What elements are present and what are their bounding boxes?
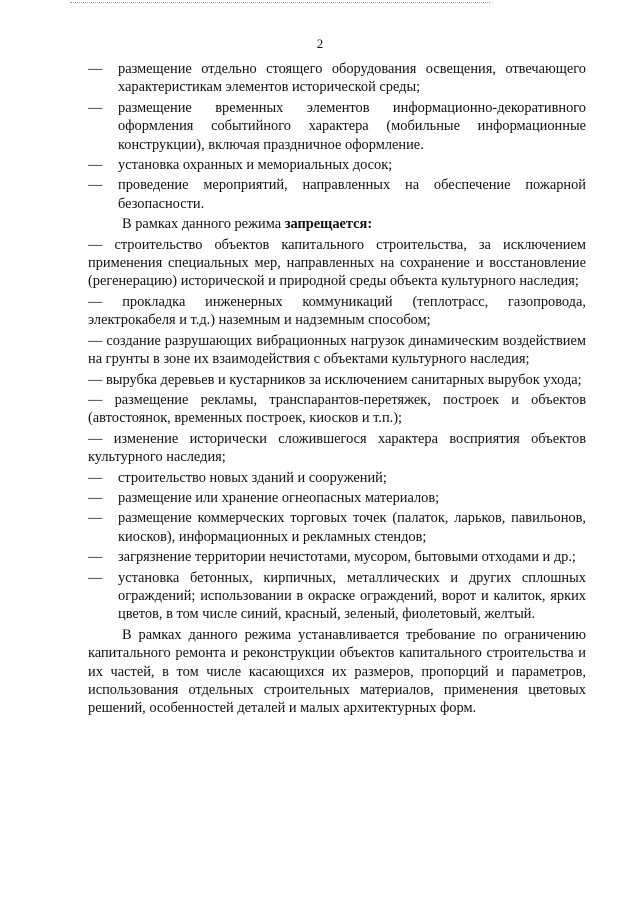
prohibited-item-new-buildings (88, 469, 586, 487)
document-body (88, 60, 586, 718)
list-item-fire-safety (88, 176, 586, 213)
list-dash: — (88, 177, 103, 194)
list-item-decorative (88, 99, 586, 154)
list-item-text: размещение отдельно стоящего оборудования освещения, отвечающего характеристикам элементов исторической среды; (118, 61, 586, 96)
scan-top-edge-line (70, 2, 490, 4)
prohibited-item-vibration: — создание разрушающих вибрационных нагрузок динамическим воздействием на грунты в зоне их взаимодействия с объектами культурного наследия; (88, 332, 586, 368)
prohibited-item-pollution (88, 548, 586, 566)
list-dash: — (88, 510, 103, 527)
list-item-plaques (88, 156, 586, 174)
page-number: 2 (316, 36, 324, 51)
list-dash: — (88, 157, 103, 174)
list-dash: — (88, 469, 103, 486)
list-dash: — (88, 61, 103, 77)
list-dash: — (88, 549, 103, 566)
list-item-text: установка охранных и мемориальных досок; (118, 157, 393, 174)
list-item-lighting (88, 60, 586, 97)
list-item-text: строительство новых зданий и сооружений; (118, 469, 387, 486)
list-dash: — (88, 99, 103, 116)
list-item-text: размещение временных элементов информационно-декоративного оформления событийного характера (мобильные информационные конструкции), включая праздничное оформление. (118, 99, 586, 153)
list-item-text: загрязнение территории нечистотами, мусором, бытовыми отходами и др.; (118, 549, 576, 566)
prohibited-colon: : (367, 216, 373, 233)
list-dash: — (88, 489, 103, 506)
prohibited-item-perception: — изменение исторически сложившегося характера восприятия объектов культурного наследия; (88, 430, 586, 466)
prohibited-item-utilities: — прокладка инженерных коммуникаций (теплотрасс, газопровода, электрокабеля и т.д.) наземным и надземным способом; (88, 293, 586, 329)
list-item-text: проведение мероприятий, направленных на обеспечение пожарной безопасности. (118, 177, 586, 212)
prohibited-heading (88, 215, 586, 233)
list-item-text: размещение или хранение огнеопасных материалов; (118, 489, 440, 506)
prohibited-item-commerce (88, 509, 586, 546)
prohibited-item-advertising: — размещение рекламы, транспарантов-перетяжек, построек и объектов (автостоянок, временных построек, киосков и т.п.); (88, 391, 586, 427)
prohibited-item-construction: — строительство объектов капитального строительства, за исключением применения специальных мер, направленных на сохранение и восстановление (регенерацию) исторической и природной среды объекта культурного наследия; (88, 236, 586, 290)
prohibited-item-flammables (88, 489, 586, 507)
list-dash: — (88, 569, 103, 586)
prohibited-keyword: запрещается (284, 216, 368, 233)
closing-paragraph: В рамках данного режима устанавливается требование по ограничению капитального ремонта и реконструкции объектов капитального строительства и их частей, в том числе касающихся их размеров, пропорций и параметров, использования отдельных строительных материалов, применения цветовых решений, особенностей деталей и малых архитектурных форм. (88, 626, 586, 717)
prohibited-item-tree-cutting: — вырубка деревьев и кустарников за исключением санитарных вырубок ухода; (88, 371, 582, 388)
list-item-text: установка бетонных, кирпичных, металлических и других сплошных ограждений; использовании в окраске ограждений, ворот и калиток, ярких цветов, в том числе синий, красный, зеленый, фиолетовый, желтый. (118, 569, 586, 623)
prohibited-item-fences (88, 569, 586, 624)
prohibited-intro: В рамках данного режима (122, 216, 285, 233)
list-item-text: размещение коммерческих торговых точек (палаток, ларьков, павильонов, киосков), информационных и рекламных стендов; (118, 510, 586, 545)
